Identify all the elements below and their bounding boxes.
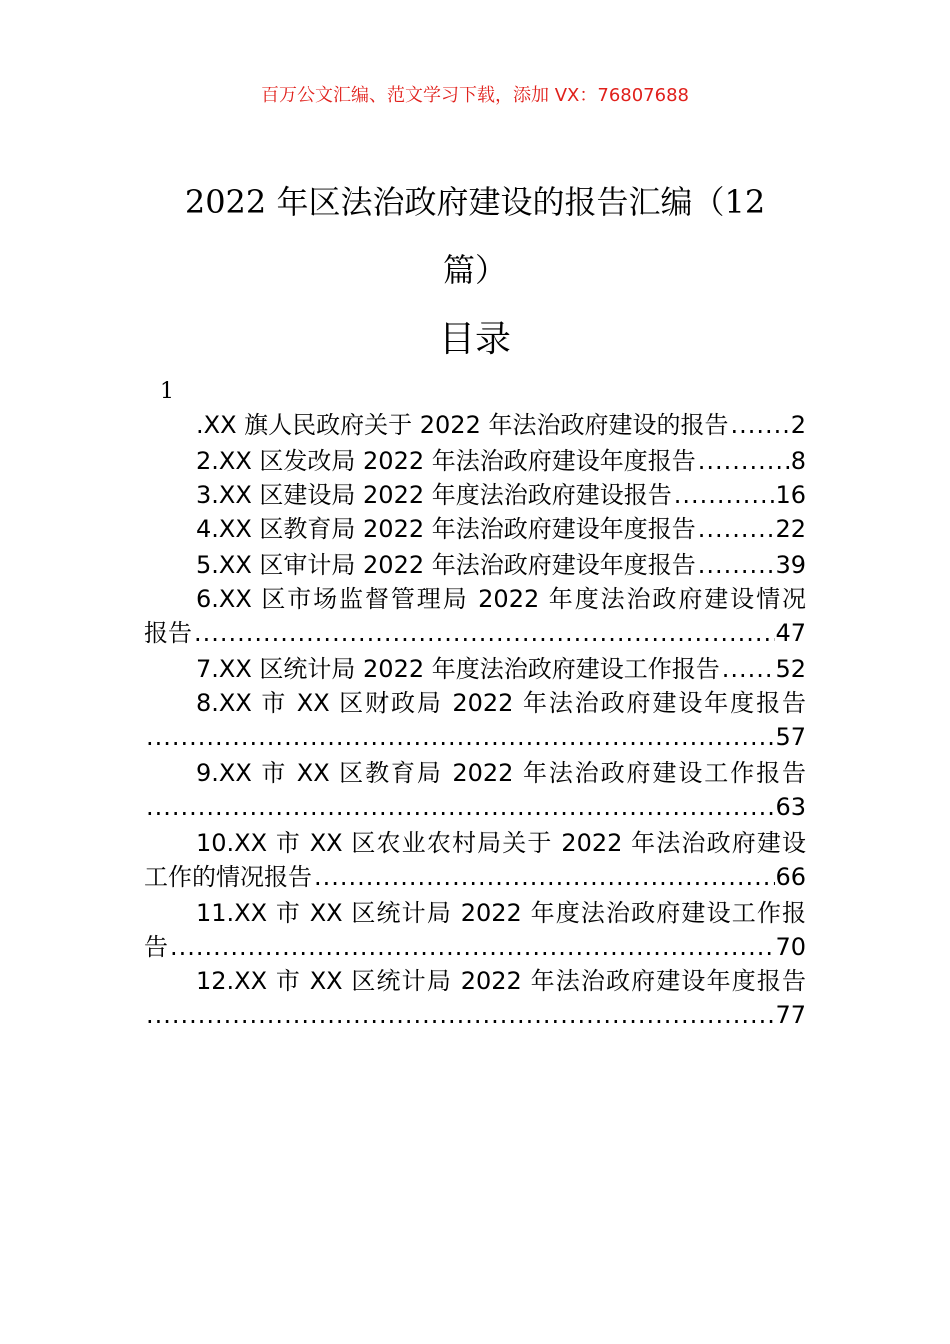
- toc-entry-12[interactable]: [144, 964, 806, 1032]
- toc-entry-3[interactable]: [144, 478, 806, 512]
- toc-leader-dots: [696, 548, 776, 582]
- toc-page-number: 66: [775, 863, 806, 891]
- toc-leader-dots: [728, 408, 790, 442]
- toc-entry-text: 11.XX 市 XX 区统计局 2022 年度法治政府建设工作报: [196, 899, 806, 927]
- toc-entry-text: 3.XX 区建设局 2022 年度法治政府建设报告: [196, 481, 672, 509]
- toc-entry-4[interactable]: [144, 512, 806, 546]
- toc-entry-6[interactable]: [144, 582, 806, 650]
- toc-leader-dots: [720, 652, 776, 686]
- toc-page-number: 57: [775, 723, 806, 751]
- title-count: 12: [724, 183, 766, 221]
- toc-page-number: 47: [775, 619, 806, 647]
- toc-entry-text-cont: 工作的情况报告: [144, 863, 312, 891]
- toc-page-number: 70: [775, 933, 806, 961]
- toc-leader-dots: [312, 860, 775, 894]
- title-main: 年区法治政府建设的报告汇编（: [266, 183, 725, 221]
- toc-leader-dots: [696, 512, 776, 546]
- toc-leader-dots: [672, 478, 776, 512]
- toc-entry-text: 4.XX 区教育局 2022 年法治政府建设年度报告: [196, 515, 696, 543]
- toc-entry-text: 10.XX 市 XX 区农业农村局关于 2022 年法治政府建设: [196, 829, 806, 857]
- toc-page-number: 63: [775, 793, 806, 821]
- toc-entry-text: 12.XX 市 XX 区统计局 2022 年法治政府建设年度报告: [196, 967, 806, 995]
- toc-entry-text: 5.XX 区审计局 2022 年法治政府建设年度报告: [196, 551, 696, 579]
- toc-page-number: 2: [790, 411, 806, 439]
- title-year: 2022: [184, 183, 267, 221]
- toc-entry-text: 8.XX 市 XX 区财政局 2022 年法治政府建设年度报告: [196, 689, 806, 717]
- toc-heading: 目录: [438, 319, 511, 360]
- toc-leader-dots: [144, 790, 775, 824]
- toc-entry-text: .XX 旗人民政府关于 2022 年法治政府建设的报告: [196, 411, 729, 439]
- toc-lead-number: 1: [160, 379, 174, 404]
- toc-leader-dots: [144, 720, 775, 754]
- toc-entry-text: 2.XX 区发改局 2022 年法治政府建设年度报告: [196, 447, 696, 475]
- toc-entry-text-cont: 告: [144, 933, 168, 961]
- toc-entry-text: 7.XX 区统计局 2022 年度法治政府建设工作报告: [196, 655, 720, 683]
- toc-entry-9[interactable]: [144, 756, 806, 824]
- toc-entry-text-cont: 报告: [144, 619, 192, 647]
- toc-page-number: 52: [775, 655, 806, 683]
- toc-entry-7[interactable]: [144, 652, 806, 686]
- toc-page-number: 8: [790, 447, 806, 475]
- toc-page-number: 39: [775, 551, 806, 579]
- toc-page-number: 77: [775, 1001, 806, 1029]
- toc-leader-dots: [168, 930, 775, 964]
- toc-entry-10[interactable]: [144, 826, 806, 894]
- toc-entry-11[interactable]: [144, 896, 806, 964]
- toc-entry-1[interactable]: [144, 408, 806, 442]
- toc-page-number: 22: [775, 515, 806, 543]
- document-title-line2: 篇）: [442, 251, 507, 289]
- promo-banner: 百万公文汇编、范文学习下载，添加 VX：76807688: [261, 85, 689, 106]
- toc-entry-text: 6.XX 区市场监督管理局 2022 年度法治政府建设情况: [196, 585, 806, 613]
- toc-page-number: 16: [775, 481, 806, 509]
- toc-entry-5[interactable]: [144, 548, 806, 582]
- toc-leader-dots: [696, 444, 791, 478]
- toc-entry-2[interactable]: [144, 444, 806, 478]
- toc-leader-dots: [192, 616, 775, 650]
- toc-entry-8[interactable]: [144, 686, 806, 754]
- toc-leader-dots: [144, 998, 775, 1032]
- document-title: [0, 180, 950, 224]
- toc-entry-text: 9.XX 市 XX 区教育局 2022 年法治政府建设工作报告: [196, 759, 806, 787]
